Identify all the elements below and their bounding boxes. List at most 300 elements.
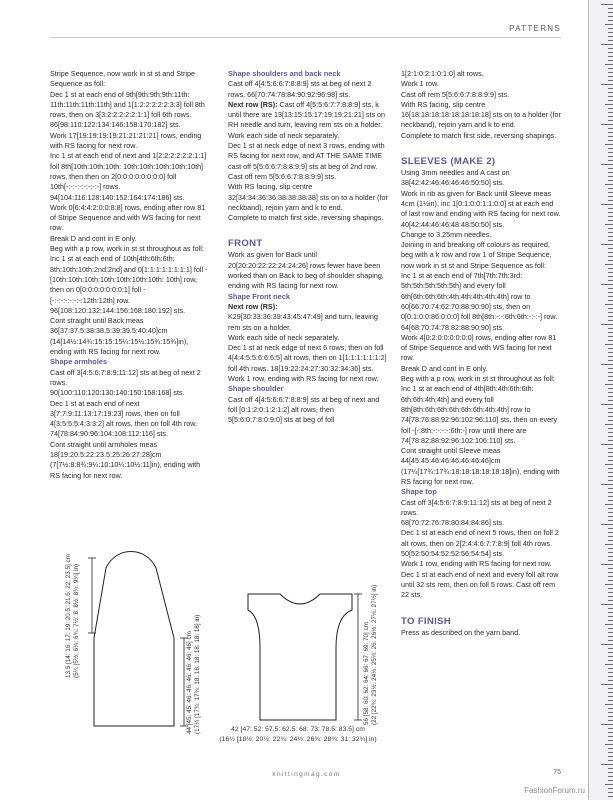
- ruler-tick: [608, 736, 613, 737]
- ruler-tick: [608, 732, 613, 733]
- instruction-paragraph: [50, 388, 210, 398]
- ruler-tick: [608, 576, 613, 577]
- instruction-paragraph: [401, 230, 561, 240]
- ruler-tick: [608, 48, 613, 49]
- page-header-label: PATTERNS: [509, 24, 561, 33]
- ruler-tick: [608, 648, 613, 649]
- paragraph-text: Joining in and breaking off colours as required, beg with a k row and row 1 of Stripe Sequence, now work in st st and Stripe Sequence as foll:: [401, 240, 552, 270]
- ruler-tick: [605, 24, 613, 25]
- paragraph-text: Press as described on the yarn band.: [401, 627, 521, 637]
- page-number: 75: [553, 769, 561, 776]
- body-length-measure: 56 [58: 60: 62: 64: 66: 67: 69: 70] cm: [363, 622, 370, 725]
- ruler-tick: [608, 128, 613, 129]
- ruler-tick: [608, 40, 613, 41]
- paragraph-text: Break D and cont in E only.: [401, 363, 488, 373]
- paragraph-text: Inc 1 st at each end of next and 1[2:2:2:2:2:2:1:1] foll 8th[10th:10th:10th: 10th:10th:10th:10th:10th] rows, then then on 2[0:0:0:0:0:0:0:0] foll 10th[-:-:-:-:-:-:-:-] rows. 94[104:116:128:140:152:164:174:186] sts.: [50, 151, 207, 202]
- ruler-tick: [608, 16, 613, 17]
- instruction-paragraph: [228, 182, 388, 213]
- paragraph-text: Shape top: [401, 487, 437, 497]
- section-heading: [228, 238, 388, 250]
- spacer: [401, 601, 561, 611]
- ruler-tick: [608, 296, 613, 297]
- paragraph-text: Dec 1 st at neck edge of next 3 rows, ending with RS facing for next row, and AT THE SAME TIME cast off 5[5:6:6:7:8:8:9:9] sts at beg of 2nd row.: [228, 141, 385, 171]
- instruction-paragraph: [228, 172, 388, 182]
- text-column-1: [50, 69, 210, 481]
- ruler-tick: [608, 652, 613, 653]
- ruler-tick: [605, 784, 613, 785]
- sub-heading: [228, 292, 388, 302]
- paragraph-text: Cont straight until Sleeve meas 44[45:45:46:46:46:46:46:46]cm (17¼[17¾:17¾:18:18:18:18:18:18]in), ending with RS facing for next row.: [401, 446, 560, 486]
- ruler-tick: [608, 656, 613, 657]
- paragraph-text: Using 3mm needles and A cast on 38[42:42:46:46:46:46:50:50] sts.: [401, 168, 510, 188]
- ruler-tick: [601, 284, 613, 285]
- ruler-tick: [608, 528, 613, 529]
- ruler-tick: [608, 596, 613, 597]
- paragraph-text: Shape shoulders and back neck: [228, 69, 341, 78]
- instruction-paragraph: [228, 374, 388, 384]
- ruler-tick: [601, 484, 613, 485]
- ruler-tick: [608, 436, 613, 437]
- ruler-tick: [608, 680, 613, 681]
- ruler-tick: [608, 360, 613, 361]
- paragraph-text: 1[2:1:0:2:1:0:1:0] alt rows.: [401, 69, 484, 78]
- ruler-tick: [608, 56, 613, 57]
- body-width-measure-in: (16½ [18½: 20½: 22¾: 24½: 26¾: 28¾: 31: 32¾] in): [219, 736, 377, 743]
- instruction-paragraph: [228, 250, 388, 291]
- ruler-tick: [601, 684, 613, 685]
- ruler-tick: [608, 336, 613, 337]
- paragraph-text: 90[100:110:120:130:140:150:158:168] sts.: [50, 388, 185, 398]
- paragraph-text: SLEEVES (MAKE 2): [401, 156, 496, 168]
- instruction-paragraph: [228, 213, 388, 223]
- instruction-paragraph: [228, 312, 388, 333]
- ruler-tick: [601, 524, 613, 525]
- instruction-paragraph: [50, 440, 210, 481]
- ruler-tick: [608, 120, 613, 121]
- sub-heading: [50, 357, 210, 367]
- sleeve-top-measure: 13.5 [14: 16: 17: 19: 20.5: 21.5: 22: 23.5] cm: [65, 554, 72, 678]
- ruler-tick: [608, 232, 613, 233]
- ruler-tick: [608, 352, 613, 353]
- ruler-tick: [608, 348, 613, 349]
- ruler-tick: [605, 744, 613, 745]
- ruler-tick: [608, 328, 613, 329]
- instruction-paragraph: [228, 302, 388, 312]
- ruler-tick: [608, 752, 613, 753]
- ruler-tick: [608, 12, 613, 13]
- ruler-tick: [608, 376, 613, 377]
- row-label: Next row (RS):: [228, 99, 278, 109]
- ruler-tick: [608, 416, 613, 417]
- instruction-paragraph: [401, 518, 561, 528]
- ruler-tick: [608, 796, 613, 797]
- ruler-tick: [608, 332, 613, 333]
- ruler-tick: [608, 692, 613, 693]
- ruler-tick: [608, 760, 613, 761]
- sub-heading: [228, 384, 388, 394]
- ruler-tick: [601, 444, 613, 445]
- ruler-tick: [608, 152, 613, 153]
- paragraph-text: Inc 1 st at each end of 10th[4th:6th:6th: 8th:10th:10th:2nd:2nd] and 0[1:1:1:1:1:1:1:1] foll -[10th:10th:10th:10th:10th:10th:10th: 10th] row, then on 0[0:0:0:0:0:0:0:1] foll -[-:-:-:-:-:-:-:12th:12th] row. 96[108:120:132:144:156:168:180:192] sts.: [50, 254, 208, 315]
- paragraph-text: Work each side of neck separately.: [228, 332, 340, 342]
- paragraph-text: Work 1 row, ending with RS facing for next row.: [228, 374, 379, 384]
- ruler-tick: [608, 560, 613, 561]
- instruction-paragraph: [401, 168, 561, 189]
- instruction-paragraph: [228, 395, 388, 426]
- ruler-tick: [608, 272, 613, 273]
- paragraph-text: Stripe Sequence, now work in st st and Stripe Sequence as foll:: [50, 69, 196, 89]
- instruction-paragraph: [228, 100, 388, 131]
- paragraph-text: 50[52:50:54:52:52:56:54:54] sts.: [401, 549, 505, 559]
- ruler-tick: [608, 516, 613, 517]
- ruler-tick: [608, 96, 613, 97]
- paragraph-text: Cast off 3[4:5:6:7:8:9:11:12] sts at beg of next 2 rows.: [401, 497, 552, 517]
- ruler-tick: [608, 172, 613, 173]
- ruler-tick: [608, 76, 613, 77]
- instruction-paragraph: [50, 69, 210, 90]
- paragraph-text: TO FINISH: [401, 615, 451, 627]
- ruler-tick: [608, 480, 613, 481]
- ruler-tick: [608, 400, 613, 401]
- body-length-measure-in: (22 [22¾: 23½: 24½: 25¼: 26: 26½: 27¼: 27½] in): [371, 584, 378, 725]
- ruler-tick: [601, 564, 613, 565]
- ruler-tick: [608, 660, 613, 661]
- footer-site: knittingmag.com: [272, 771, 341, 778]
- ruler-tick: [608, 472, 613, 473]
- ruler-tick: [608, 720, 613, 721]
- ruler-tick: [608, 312, 613, 313]
- ruler-tick: [608, 20, 613, 21]
- ruler-tick: [608, 308, 613, 309]
- ruler-tick: [608, 268, 613, 269]
- ruler-tick: [608, 32, 613, 33]
- ruler-tick: [601, 404, 613, 405]
- ruler-tick: [608, 92, 613, 93]
- sleeve-length-measure: 44 [45: 45: 46: 46: 46: 46: 46: 46] cm: [186, 631, 193, 734]
- sub-heading: [401, 487, 561, 497]
- ruler-tick: [601, 164, 613, 165]
- ruler-tick: [601, 764, 613, 765]
- ruler-tick: [608, 448, 613, 449]
- paragraph-text: Work as given for Back until 20[20:20:22:22:24:24:26] rows fewer have been worked than on Back to beg of shoulder shaping, ending with RS facing for next row.: [228, 250, 384, 291]
- ruler-tick: [608, 628, 613, 629]
- ruler-tick: [608, 356, 613, 357]
- instruction-paragraph: [228, 79, 388, 100]
- ruler-tick: [608, 492, 613, 493]
- ruler-tick: [608, 216, 613, 217]
- ruler-tick: [605, 704, 613, 705]
- paragraph-text: Cont straight until armholes meas 18[19:20.5:22:23.5:25:26:27:28]cm (7[7½:8:8¾:9¼:10:10¼:10½:11]in), ending with RS facing for next row.: [50, 439, 201, 480]
- spacer: [401, 141, 561, 151]
- ruler-tick: [605, 424, 613, 425]
- sub-heading: [228, 69, 388, 79]
- ruler-tick: [608, 148, 613, 149]
- ruler-tick: [608, 568, 613, 569]
- paragraph-text: Dec 1 st at each end of 9th[9th:9th:9th:11th: 11th:11th:11th:11th] and 1[1:2:2:2:2:2:3:3] foll 8th rows, then on 3[3:2:2:2:2:2:1:1] foll 6th rows. 86[98:110:122:134:146:158:170:182] sts.: [50, 89, 205, 130]
- ruler-tick: [605, 504, 613, 505]
- ruler-tick: [608, 476, 613, 477]
- ruler-tick: [608, 668, 613, 669]
- ruler-tick: [608, 616, 613, 617]
- ruler-tick: [605, 144, 613, 145]
- ruler-tick: [608, 68, 613, 69]
- ruler-tick: [608, 368, 613, 369]
- ruler-tick: [608, 28, 613, 29]
- ruler-tick: [608, 788, 613, 789]
- instruction-paragraph: [50, 244, 210, 254]
- spacer: [228, 223, 388, 233]
- ruler-tick: [608, 100, 613, 101]
- instruction-paragraph: [50, 151, 210, 202]
- ruler-tick: [601, 124, 613, 125]
- ruler-tick: [608, 220, 613, 221]
- instruction-paragraph: [401, 559, 561, 569]
- ruler-tick: [605, 624, 613, 625]
- ruler-tick: [608, 452, 613, 453]
- instruction-paragraph: [401, 189, 561, 230]
- body-schematic: [210, 530, 390, 745]
- instruction-paragraph: [228, 131, 388, 141]
- ruler-tick: [608, 540, 613, 541]
- ruler-tick: [608, 532, 613, 533]
- paragraph-text: Change to 3.25mm needles.: [401, 229, 492, 239]
- ruler-tick: [608, 548, 613, 549]
- text-column-3: [401, 69, 561, 638]
- paragraph-text: Work 4[0:2:0:0:0:0:0:0] rows, ending after row 81 of Stripe Sequence and with WS facing for next row.: [401, 332, 557, 363]
- ruler-tick: [608, 696, 613, 697]
- paragraph-text: Work in rib as given for Back until Sleeve meas 4cm (1½in), inc 1[0:1:0:0:1:1:0:0] st at each end of last row and ending with RS facing for next row. 40[42:44:46:46:48:48:50:50] sts.: [401, 188, 561, 229]
- ruler-tick: [608, 320, 613, 321]
- instruction-paragraph: [50, 90, 210, 131]
- text-column-2: [228, 69, 388, 426]
- ruler-tick: [608, 212, 613, 213]
- ruler-tick: [608, 248, 613, 249]
- paragraph-text: With RS facing, slip centre 16[18:18:18:18:18:18:18:18] sts on to a holder (for neckband), rejoin yarn and k to end.: [401, 99, 561, 130]
- ruler-tick: [608, 252, 613, 253]
- instruction-paragraph: [401, 570, 561, 601]
- ruler-tick: [608, 488, 613, 489]
- section-heading: [401, 156, 561, 168]
- ruler-tick: [608, 396, 613, 397]
- ruler-tick: [608, 592, 613, 593]
- ruler-tick: [608, 188, 613, 189]
- ruler-tick: [608, 228, 613, 229]
- ruler-tick: [605, 664, 613, 665]
- paragraph-text: Complete to match first side, reversing shapings.: [228, 213, 384, 223]
- paragraph-text: Work each side of neck separately.: [228, 130, 340, 140]
- ruler-tick: [605, 64, 613, 65]
- ruler-tick: [608, 300, 613, 301]
- paragraph-text: Cast off 4[4:5:6:6:7:8:8:9] sts at beg of next 2 rows. 66[70:74:78:84:90:92:96:98] sts.: [228, 79, 372, 99]
- paragraph-text: FRONT: [228, 238, 263, 250]
- paragraph-text: Dec 1 st at each end of next 5 rows, then on foll 2 alt rows, then on 2[2:4:4:6:7:7:8:9] foll 4th rows.: [401, 528, 559, 548]
- ruler-tick: [601, 324, 613, 325]
- measuring-ruler: [588, 0, 613, 800]
- paragraph-text: Beg with a p row, work in st st throughout as foll:: [401, 374, 555, 384]
- paragraph-text: Inc 1 st at each end of 4th[8th:4th:6th:6th: 6th:6th:4th:4th] and every foll 8th[8th:6th:6th:6th:6th:6th:4th:4th] row to 74[78:76:88:92:96:102:96:110] sts, then on every foll -[-:8th:-:-:-:-:6th:-] row until there are 74[78:82:88:92:96:102:106:110] sts.: [401, 384, 558, 445]
- ruler-tick: [608, 600, 613, 601]
- body-width-measure: 42 [47: 52: 57.5: 62.5: 68: 73: 78.5: 83.5] cm: [231, 726, 365, 733]
- ruler-tick: [605, 464, 613, 465]
- instruction-paragraph: [401, 498, 561, 519]
- ruler-tick: [605, 584, 613, 585]
- ruler-tick: [608, 72, 613, 73]
- paragraph-text: Work 0[6:4:4:2:0:0:8:8] rows, ending after row 81 of Stripe Sequence and with WS facing for next row.: [50, 202, 206, 233]
- section-heading: [401, 616, 561, 628]
- paragraph-text: Cast off 4[5:5:6:7:7:8:8:9] sts, k until there are 13[13:15:15:17:19:19:21:21] sts on RH needle and turn, leaving rem sts on a holder.: [228, 99, 386, 130]
- instruction-paragraph: [50, 234, 210, 244]
- ruler-tick: [608, 708, 613, 709]
- paragraph-text: Dec 1 st at each end of next 3[7:7:9:11:13:17:19:23] rows, then on foll 4[3:5:5:5:4:3:3:2] alt rows, then on foll 4th row. 74[78:84:90:96:104:108:112:116] sts.: [50, 398, 198, 439]
- instruction-paragraph: [228, 141, 388, 172]
- sleeve-length-measure-in: (17¼ [17¾: 17¾: 18: 18: 18: 18: 18: 18] in): [194, 614, 201, 734]
- ruler-tick: [608, 468, 613, 469]
- ruler-tick: [608, 728, 613, 729]
- paragraph-text: Inc 1 st at each end of 7th[7th:7th:3rd: 5th:5th:5th:5th:5th] and every foll 6th[6th:6th:6th:4th:4th:4th:4th:4th] row to 60[66:70:74:62:70:88:90:90] sts, then on 0[0:1:0:0:86:0:0:0] foll 8th[8th:-:-:6th:6th:-:-:-] row. 64[68:70:74:78:82:88:90:90] sts.: [401, 271, 558, 332]
- ruler-tick: [608, 536, 613, 537]
- ruler-tick: [608, 112, 613, 113]
- paragraph-text: Work 1 row, ending with RS facing for next row.: [401, 559, 552, 569]
- row-label: Next row (RS):: [228, 301, 278, 311]
- ruler-tick: [608, 140, 613, 141]
- ruler-tick: [608, 280, 613, 281]
- header-rule: [50, 37, 561, 38]
- ruler-tick: [608, 740, 613, 741]
- paragraph-text: Beg with a p row, work in st st throughout as foll:: [50, 244, 204, 254]
- instruction-paragraph: [228, 333, 388, 343]
- ruler-tick: [608, 60, 613, 61]
- ruler-tick: [608, 636, 613, 637]
- ruler-tick: [605, 184, 613, 185]
- ruler-tick: [608, 288, 613, 289]
- ruler-tick: [608, 52, 613, 53]
- ruler-tick: [601, 84, 613, 85]
- paragraph-text: Break D and cont in E only.: [50, 233, 137, 243]
- instruction-paragraph: [50, 316, 210, 357]
- ruler-tick: [608, 340, 613, 341]
- ruler-tick: [608, 712, 613, 713]
- instruction-paragraph: [401, 131, 561, 141]
- ruler-tick: [608, 456, 613, 457]
- paragraph-text: Cast off rem 5[5:6:6:7:8:8:9:9] sts.: [228, 171, 337, 181]
- paragraph-text: Shape armholes: [50, 357, 108, 367]
- paragraph-text: Cast off 3[4:5:6:7:8:9:11:12] sts at beg of next 2 rows.: [50, 367, 201, 387]
- ruler-tick: [608, 316, 613, 317]
- ruler-tick: [601, 724, 613, 725]
- instruction-paragraph: [401, 528, 561, 549]
- sleeve-outline: [94, 552, 174, 727]
- ruler-tick: [608, 508, 613, 509]
- instruction-paragraph: [401, 549, 561, 559]
- ruler-tick: [601, 204, 613, 205]
- ruler-tick: [601, 244, 613, 245]
- ruler-tick: [608, 200, 613, 201]
- ruler-tick: [608, 88, 613, 89]
- ruler-tick: [608, 556, 613, 557]
- ruler-tick: [605, 344, 613, 345]
- paragraph-text: K29[30:33:36:39:43:45:47:49] and turn, leaving rem sts on a holder.: [228, 312, 378, 332]
- ruler-tick: [608, 412, 613, 413]
- instruction-paragraph: [401, 446, 561, 487]
- ruler-tick: [608, 80, 613, 81]
- ruler-tick: [608, 208, 613, 209]
- ruler-tick: [608, 116, 613, 117]
- ruler-tick: [608, 240, 613, 241]
- ruler-tick: [608, 748, 613, 749]
- ruler-tick: [605, 224, 613, 225]
- ruler-tick: [608, 672, 613, 673]
- ruler-tick: [605, 544, 613, 545]
- instruction-paragraph: [401, 100, 561, 131]
- ruler-tick: [608, 236, 613, 237]
- ruler-tick: [608, 256, 613, 257]
- ruler-tick: [608, 192, 613, 193]
- ruler-tick: [608, 176, 613, 177]
- ruler-tick: [608, 768, 613, 769]
- paragraph-text: Cont straight until Back meas 36[37:37.5:38:38.5:39:39.5:40:40]cm (14[14½:14¾:15:15:15¼:15½:15¾:15¾]in), ending with RS facing for next row.: [50, 316, 189, 357]
- ruler-tick: [608, 500, 613, 501]
- instruction-paragraph: [401, 384, 561, 446]
- ruler-tick: [608, 716, 613, 717]
- ruler-tick: [608, 460, 613, 461]
- instruction-paragraph: [50, 131, 210, 152]
- instruction-paragraph: [401, 333, 561, 364]
- body-outline: [248, 594, 352, 720]
- ruler-tick: [608, 700, 613, 701]
- instruction-paragraph: [401, 240, 561, 271]
- paragraph-text: Dec 1 st at each end of next and every foll alt row until 32 sts rem, then on foll 5 rows. Cast off rem 22 sts.: [401, 569, 559, 600]
- paragraph-text: Shape Front neck: [228, 291, 291, 301]
- ruler-tick: [608, 496, 613, 497]
- ruler-tick: [608, 520, 613, 521]
- ruler-tick: [608, 688, 613, 689]
- ruler-tick: [601, 4, 613, 5]
- instruction-paragraph: [401, 69, 561, 79]
- ruler-tick: [608, 440, 613, 441]
- ruler-tick: [608, 292, 613, 293]
- paragraph-text: Complete to match first side, reversing shapings.: [401, 130, 557, 140]
- instruction-paragraph: [401, 271, 561, 333]
- paragraph-text: Shape shoulder: [228, 384, 284, 394]
- instruction-paragraph: [50, 254, 210, 316]
- ruler-tick: [608, 608, 613, 609]
- ruler-tick: [608, 8, 613, 9]
- ruler-tick: [605, 264, 613, 265]
- paragraph-text: Work 1 row.: [401, 79, 439, 89]
- ruler-tick: [608, 420, 613, 421]
- ruler-tick: [608, 640, 613, 641]
- instruction-paragraph: [228, 343, 388, 374]
- ruler-tick: [608, 180, 613, 181]
- ruler-tick: [608, 572, 613, 573]
- ruler-tick: [608, 108, 613, 109]
- ruler-tick: [608, 132, 613, 133]
- ruler-tick: [605, 104, 613, 105]
- ruler-tick: [608, 428, 613, 429]
- ruler-tick: [601, 604, 613, 605]
- sleeve-schematic: [50, 538, 210, 738]
- ruler-tick: [608, 632, 613, 633]
- ruler-tick: [608, 512, 613, 513]
- instruction-paragraph: [401, 374, 561, 384]
- paragraph-text: Cast off rem 5[5:6:6:7:8:8:9:9] sts.: [401, 89, 510, 99]
- ruler-tick: [608, 36, 613, 37]
- ruler-tick: [608, 432, 613, 433]
- ruler-tick: [608, 588, 613, 589]
- sleeve-top-measure-in: (5¼ [5½: 6¼: 6¾: 7½: 8: 8½: 8¾: 9¼] in): [73, 563, 80, 678]
- paragraph-text: 68[70:72:76:78:80:84:84:86] sts.: [401, 518, 505, 528]
- watermark: FashionForum.ru: [524, 786, 585, 795]
